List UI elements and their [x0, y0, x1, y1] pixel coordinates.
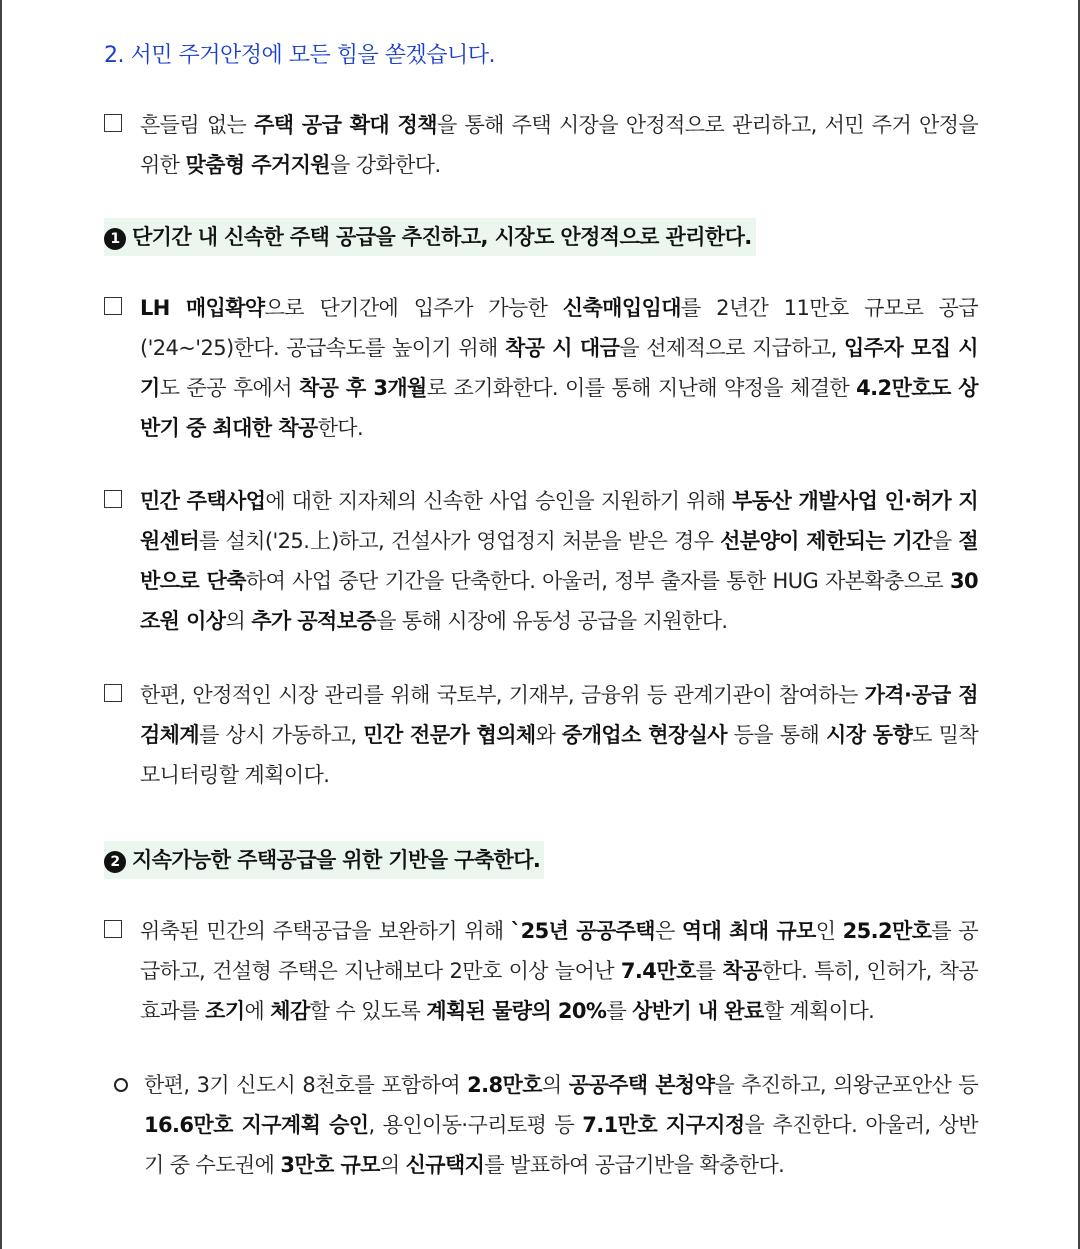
checkbox-bullet-icon: [104, 490, 122, 508]
s1-paragraph-3: [104, 675, 978, 795]
page-border-left: [0, 0, 2, 1249]
section-heading: 2. 서민 주거안정에 모든 힘을 쏟겠습니다.: [104, 43, 495, 68]
paragraph-text: 민간 주택사업에 대한 지자체의 신속한 사업 승인을 지원하기 위해 부동산 개발사업 인·허가 지원센터를 설치('25.上)하고, 건설사가 영업정지 처분을 받은 경우 선분양이 제한되는 기간을 절반으로 단축하여 사업 중단 기간을 단축한다. 아울러, 정부 출자를 통한 HUG 자본확충으로 30조원 이상의 추가 공적보증을 통해 시장에 유동성 공급을 지원한다.: [140, 489, 979, 633]
paragraph-text: LH 매입확약으로 단기간에 입주가 가능한 신축매입임대를 2년간 11만호 규모로 공급('24~'25)한다. 공급속도를 높이기 위해 착공 시 대금을 선제적으로 지급하고, 입주자 모집 시기도 준공 후에서 착공 후 3개월로 조기화한다. 이를 통해 지난해 약정을 체결한 4.2만호도 상반기 중 최대한 착공한다.: [140, 296, 978, 440]
s2-paragraph-1: [104, 911, 978, 1031]
paragraph-text: 흔들림 없는 주택 공급 확대 정책을 통해 주택 시장을 안정적으로 관리하고, 서민 주거 안정을 위한 맞춤형 주거지원을 강화한다.: [140, 113, 979, 177]
s1-paragraph-1: [104, 288, 978, 448]
subsection-heading-2: 2 지속가능한 주택공급을 위한 기반을 구축한다.: [104, 841, 544, 879]
checkbox-bullet-icon: [104, 920, 122, 938]
subsection-heading-1: 1 단기간 내 신속한 주택 공급을 추진하고, 시장도 안정적으로 관리한다.: [104, 218, 756, 256]
circle-bullet-icon: [114, 1078, 128, 1092]
paragraph-text: 한편, 3기 신도시 8천호를 포함하여 2.8만호의 공공주택 본청약을 추진하고, 의왕군포안산 등 16.6만호 지구계획 승인, 용인이동·구리토평 등 7.1만호 지구지정을 추진한다. 아울러, 상반기 중 수도권에 3만호 규모의 신규택지를 발표하여 공급기반을 확충한다.: [144, 1073, 978, 1177]
number-circle-icon: 1: [104, 228, 126, 250]
checkbox-bullet-icon: [104, 297, 122, 315]
checkbox-bullet-icon: [104, 684, 122, 702]
intro-paragraph: [104, 105, 978, 185]
s1-paragraph-2: [104, 481, 978, 641]
number-circle-icon: 2: [104, 851, 126, 873]
s2-paragraph-2: [104, 1065, 978, 1185]
paragraph-text: 한편, 안정적인 시장 관리를 위해 국토부, 기재부, 금융위 등 관계기관이 참여하는 가격·공급 점검체계를 상시 가동하고, 민간 전문가 협의체와 중개업소 현장실사 등을 통해 시장 동향도 밀착 모니터링할 계획이다.: [140, 683, 979, 787]
checkbox-bullet-icon: [104, 114, 122, 132]
paragraph-text: 위축된 민간의 주택공급을 보완하기 위해 `25년 공공주택은 역대 최대 규모인 25.2만호를 공급하고, 건설형 주택은 지난해보다 2만호 이상 늘어난 7.4만호를 착공한다. 특히, 인허가, 착공 효과를 조기에 체감할 수 있도록 계획된 물량의 20%를 상반기 내 완료할 계획이다.: [140, 919, 978, 1023]
